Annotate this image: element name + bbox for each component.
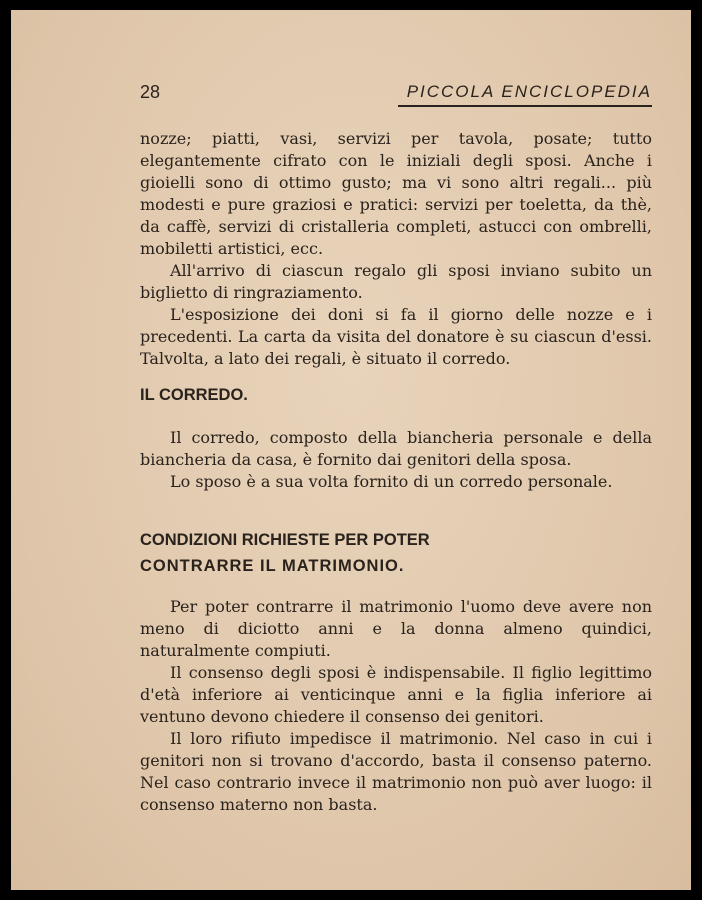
running-title: PICCOLA ENCICLOPEDIA	[406, 82, 652, 101]
section-heading-condizioni	[140, 527, 652, 579]
intro-paragraph-2: All'arrivo di ciascun regalo gli sposi inviano subito un biglietto di ringraziamento.	[140, 261, 652, 302]
condizioni-text	[140, 596, 652, 816]
condizioni-paragraph-3: Il loro rifiuto impedisce il matrimonio. Nel caso in cui i genitori non si trovano d'accordo, basta il consenso paterno. Nel caso contrario invece il matrimonio non può aver luogo: il consenso materno non basta.	[140, 729, 652, 814]
header-rule	[398, 105, 652, 107]
corredo-paragraph-1: Il corredo, composto della biancheria personale e della biancheria da casa, è fornito dai genitori della sposa.	[140, 428, 652, 469]
page-number: 28	[140, 82, 161, 102]
intro-paragraph-1: nozze; piatti, vasi, servizi per tavola, posate; tutto elegantemente cifrato con le iniziali degli sposi. Anche i gioielli sono di ottimo gusto; ma vi sono altri regali... più modesti e pure graziosi e pratici: servizi per toeletta, da thè, da caffè, servizi di cristalleria completi, astucci con ombrelli, mobiletti artistici, ecc.	[140, 129, 652, 258]
intro-text	[140, 128, 652, 370]
page-header	[140, 78, 652, 106]
section-heading-corredo: IL CORREDO.	[140, 386, 248, 404]
book-page	[11, 10, 691, 890]
corredo-paragraph-2: Lo sposo è a sua volta fornito di un corredo personale.	[170, 472, 613, 491]
intro-paragraph-3: L'esposizione dei doni si fa il giorno delle nozze e i precedenti. La carta da visita del donatore è su ciascun d'essi. Talvolta, a lato dei regali, è situato il corredo.	[140, 305, 652, 368]
section-heading-line-1: CONDIZIONI RICHIESTE PER POTER	[140, 531, 430, 549]
corredo-text	[140, 427, 652, 493]
condizioni-paragraph-2: Il consenso degli sposi è indispensabile. Il figlio legittimo d'età inferiore ai venticinque anni e la figlia inferiore ai ventuno devono chiedere il consenso dei genitori.	[140, 663, 652, 726]
section-heading-line-2: CONTRARRE IL MATRIMONIO.	[140, 557, 405, 575]
condizioni-paragraph-1: Per poter contrarre il matrimonio l'uomo deve avere non meno di diciotto anni e la donna almeno quindici, naturalmente compiuti.	[140, 597, 652, 660]
